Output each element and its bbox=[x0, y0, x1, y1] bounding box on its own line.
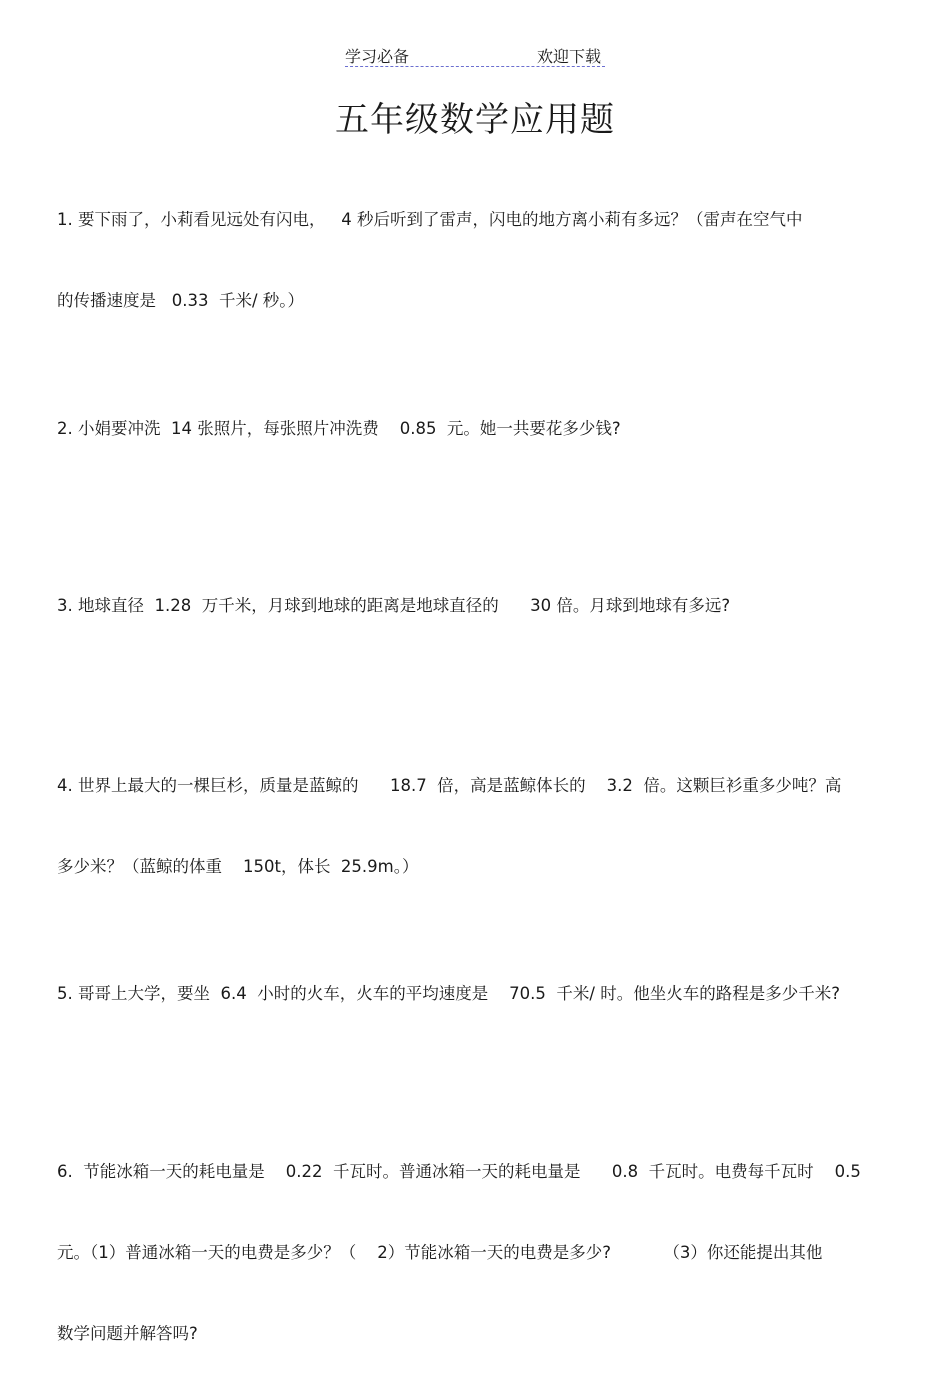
problem-line: 6. 节能冰箱一天的耗电量是 0.22 千瓦时。普通冰箱一天的耗电量是 0.8 千瓦时。电费每千瓦时 0.5 bbox=[57, 1162, 861, 1181]
problem-line: 数学问题并解答吗? bbox=[57, 1324, 198, 1343]
problem-line: 的传播速度是 0.33 千米/ 秒。） bbox=[57, 291, 305, 310]
problem-6 bbox=[57, 1104, 897, 1374]
problem-3 bbox=[57, 538, 897, 646]
problem-line: 3. 地球直径 1.28 万千米，月球到地球的距离是地球直径的 30 倍。月球到地球有多远? bbox=[57, 596, 731, 615]
problem-line: 多少米？（蓝鲸的体重 150t，体长 25.9m。） bbox=[57, 857, 419, 876]
problem-line: 4. 世界上最大的一棵巨杉，质量是蓝鲸的 18.7 倍，高是蓝鲸体长的 3.2 倍。这颗巨衫重多少吨？高 bbox=[57, 776, 842, 795]
problem-2 bbox=[57, 361, 897, 469]
page-title: 五年级数学应用题 bbox=[335, 100, 615, 140]
header-left-text: 学习必备 bbox=[345, 47, 410, 66]
problem-4 bbox=[57, 718, 897, 907]
problem-line: 5. 哥哥上大学，要坐 6.4 小时的火车，火车的平均速度是 70.5 千米/ 时。他坐火车的路程是多少千米? bbox=[57, 984, 840, 1003]
header-right-text: 欢迎下载 bbox=[536, 47, 601, 66]
problem-line: 1. 要下雨了，小莉看见远处有闪电， 4 秒后听到了雷声，闪电的地方离小莉有多远？（雷声在空气中 bbox=[57, 210, 803, 229]
problem-5 bbox=[57, 926, 897, 1034]
page-header bbox=[345, 42, 605, 67]
problem-line: 2. 小娟要冲洗 14 张照片，每张照片冲洗费 0.85 元。她一共要花多少钱? bbox=[57, 419, 621, 438]
problem-1 bbox=[57, 152, 897, 341]
problem-line: 元。（1）普通冰箱一天的电费是多少？（ 2）节能冰箱一天的电费是多少? （3）你还能提出其他 bbox=[57, 1243, 823, 1262]
